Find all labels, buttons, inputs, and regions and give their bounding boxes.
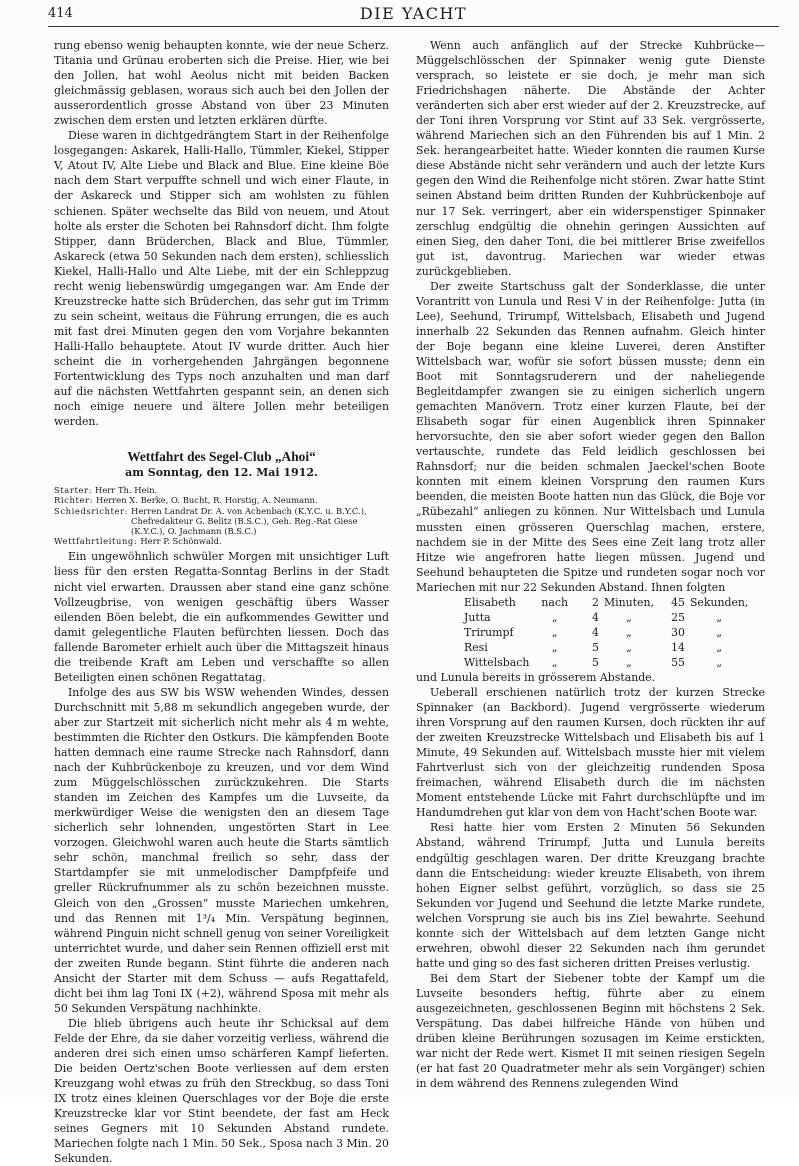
paragraph: Resi hatte hier vom Ersten 2 Minuten 56 Sekunden Abstand, während Trirumpf, Jutta und Lunula bereits endgültig geschlagen waren. Der dritte Kreuzgang brachte dann die Entscheidung: wieder kreuzte Elisabeth, von ihrem hohen Eigner selbst geführt, vorzüglich, so dass sie 25 Sekunden vor Jugend und Seehund die letzte Marke rundete, welchen Vorsprung sie auch bis ins Ziel bewahrte. Seehund konnte sich der Wittelsbach auf dem letzten Gange nicht erwehren, obwohl dieser 22 Sekunden nach ihm gerundet hatte und ging so des fast sicheren dritten Preises verlustig.	[416, 821, 765, 970]
cell: „	[716, 655, 722, 669]
cell: „	[626, 655, 632, 669]
right-column	[416, 38, 765, 1091]
seconds: 55	[671, 655, 685, 669]
official-names: Herr P. Schönwald.	[140, 536, 222, 547]
official-role: Starter:	[54, 485, 93, 496]
page-header	[48, 4, 779, 27]
boat-name: Wittelsbach	[464, 655, 530, 669]
race-officials	[54, 485, 389, 546]
running-title: DIE YACHT	[359, 4, 468, 23]
official-role: Wettfahrtleitung:	[54, 536, 138, 547]
official-row	[54, 536, 389, 546]
section-date: am Sonntag, den 12. Mai 1912.	[125, 466, 318, 480]
paragraph: Diese waren in dichtgedrängtem Start in der Reihenfolge losgegangen: Askarek, Halli-Hallo, Tümmler, Kiekel, Stipper V, Atout IV, Alte Liebe und Black and Blue. Eine kleine Böe nach dem Start verpuffte schnell und wich einer Flaute, in der Askareck und Stipper sich am wohlsten zu fühlen schienen. Später wechselte das Bild von neuem, und Atout holte als erster die Schoten bei Rahnsdorf dicht. Ihm folgte Stipper, dann Brüderchen, Black and Blue, Tümmler, Askareck (etwa 50 Sekunden nach dem ersten), schliesslich Kiekel, Halli-Hallo und Alte Liebe, mit der ein Schleppzug recht wenig liebenswürdig umgegangen war. Am Ende der Kreuzstrecke hatte sich Brüderchen, das sehr gut im Trimm zu sein scheint, weitaus die Führung errungen, die es auch mit fast drei Minuten gegen den vom Vorjahre bekannten Halli-Hallo behauptete. Atout IV wurde dritter. Auch hier scheint die in vorhergehenden Jahrgängen begonnene Fortentwicklung des Typs noch anzuhalten und man darf auf die nächsten Wettfahrten gespannt sein, an denen sich noch einige neuere und ältere Jollen mehr beteiligen werden.	[54, 129, 389, 429]
paragraph: und Lunula bereits in grösserem Abstande.	[416, 670, 656, 684]
cell: „	[626, 610, 632, 624]
table-row	[464, 640, 753, 655]
seconds: 30	[671, 625, 685, 639]
paragraph: Ein ungewöhnlich schwüler Morgen mit unsichtiger Luft liess für den ersten Regatta-Sonntag Berlins in der Stadt nicht viel erwarten. Draussen aber stand eine ganz schöne Vollzeugbrise, von wenigen geschäftig übers Wasser eilenden Böen belebt, die ein aufkommendes Gewitter und damit gelegentliche Flauten befürchten liessen. Doch das fallende Barometer erhielt auch über die Mittagszeit hinaus die treibende Kraft am Leben und verschaffte so allen Beteiligten einen schönen Regattatag.	[54, 550, 389, 684]
minutes: 4	[592, 625, 599, 639]
rounding-times-table	[464, 595, 753, 670]
paragraph: rung ebenso wenig behaupten konnte, wie der neue Scherz. Titania und Grünau eroberten sich die Preise. Hier, wie bei den Jollen, hat wohl Aeolus nicht mit beiden Backen gleichmässig geblasen, woraus sich auch bei den Jollen der ausserordentlich grosse Abstand von über 23 Minuten zwischen dem ersten und letzten erklären dürfte.	[54, 39, 389, 128]
table-row	[464, 610, 753, 625]
minutes: 4	[592, 610, 599, 624]
official-names: Herren X. Berke, O. Bucht, R. Horstig, A. Neumann.	[96, 495, 318, 506]
paragraph: Bei dem Start der Siebener tobte der Kampf um die Luvseite besonders heftig, führte aber zu einem ausgezeichneten, geschlossenen Beginn mit höchstens 2 Sek. Verspätung. Das dabei hilfreiche Hände von hüben und drüben kleine Berührungen sozusagen im Keime erstickten, war nicht der Rede wert. Kismet II mit seinen riesigen Segeln (er hat fast 20 Quadratmeter mehr als sein Vorgänger) schien in dem während des Rennens zulegenden Wind	[416, 971, 765, 1091]
cell: „	[716, 610, 722, 624]
seconds: 25	[671, 610, 685, 624]
boat-name: Elisabeth	[464, 595, 516, 609]
boat-name: Jutta	[464, 610, 491, 624]
section-heading	[54, 449, 389, 480]
cell: nach	[541, 595, 568, 609]
minutes: 5	[592, 655, 599, 669]
minutes: 5	[592, 640, 599, 654]
section-title: Wettfahrt des Segel-Club „Ahoi“	[127, 449, 316, 465]
official-row	[54, 485, 389, 495]
paragraph: Ueberall erschienen natürlich trotz der kurzen Strecke Spinnaker (an Backbord). Jugend vergrösserte wiederum ihren Vorsprung auf den raumen Kursen, doch rückten ihr auf der zweiten Kreuzstrecke Wittelsbach und Elisabeth bis auf 1 Minute, 49 Sekunden auf. Wittelsbach musste hier mit vielem Fahrtverlust sich von der gleichzeitig rundenden Sposa freimachen, während Elisabeth durch die im nächsten Moment entstehende Lücke mit Fahrt durchschlüpfte und im Handumdrehen gut klar von dem von Hacht'schen Boote war.	[416, 686, 765, 820]
boat-name: Resi	[464, 640, 488, 654]
page-number: 414	[48, 6, 73, 21]
boat-name: Trirumpf	[464, 625, 514, 639]
table-row	[464, 655, 753, 670]
cell: „	[551, 640, 558, 654]
cell: Sekunden,	[689, 595, 749, 609]
cell: „	[716, 625, 722, 639]
official-row	[54, 506, 389, 537]
cell: „	[716, 640, 722, 654]
official-names: Herren Landrat Dr. A. von Achenbach (K.Y.C. u. B.Y.C.), Chefredakteur G. Belitz (B.S.C.), Geh. Reg.-Rat Giese (K.Y.C.), O. Jachmann (B.S.C.)	[131, 505, 367, 537]
seconds: 45	[671, 595, 685, 609]
cell: „	[626, 640, 632, 654]
seconds: 14	[671, 640, 685, 654]
cell: Minuten,	[603, 595, 654, 609]
cell: „	[551, 610, 558, 624]
paragraph: Wenn auch anfänglich auf der Strecke Kuhbrücke—Müggelschlösschen der Spinnaker wenig gute Dienste versprach, so leistete er sie doch, je mehr man sich Friedrichshagen näherte. Die Abstände der Achter veränderten sich aber erst wieder auf der 2. Kreuzstrecke, auf der Toni ihren Vorsprung vor Stint auf 33 Sek. vergrösserte, während Mariechen sich an den Führenden bis auf 1 Min. 2 Sek. herangearbeitet hatte. Wieder konnten die raumen Kurse diese Abstände nicht sehr verändern und auch der letzte Kurs gegen den Wind die Reihenfolge nicht stören. Zwar hatte Stint seinen Abstand beim dritten Runden der Kuhbrückenboje auf nur 17 Sek. verringert, aber ein widerspenstiger Spinnaker zerschlug endgültig die ohnehin geringen Aussichten auf einen Sieg, den daher Toni, die bei mittlerer Brise zweifellos gut ist, davontrug. Mariechen war wieder etwas zurückgeblieben.	[416, 39, 765, 278]
official-role: Richter:	[54, 495, 94, 506]
official-row	[54, 495, 389, 505]
minutes: 2	[592, 595, 599, 609]
paragraph: Infolge des aus SW bis WSW wehenden Windes, dessen Durchschnitt mit 5,88 m sekundlich angegeben wurde, der aber zur Startzeit mit sicherlich nicht mehr als 4 m wehte, bestimmten die Richter den Ostkurs. Die kämpfenden Boote hatten demnach eine raume Strecke nach Rahnsdorf, dann nach der Kuhbrückenboje zu kreuzen, und vor dem Wind zum Müggelschlösschen zurückzukehren. Die Starts standen im Zeichen des Kampfes um die Luvseite, da merkwürdiger Weise die wenigsten den an diesem Tage sicherlich sehr lohnenden, ungestörten Start in Lee vorzogen. Gleichwohl waren auch heute die Starts sämtlich sehr schön, manchmal freilich so sehr, dass der Startdampfer sie mit unmelodischer Dampfpfeife und greller Rückrufnummer als zu schön bezeichnen musste. Gleich von den „Grossen“ musste Mariechen umkehren, und das Rennen mit 1³/₄ Min. Verspätung beginnen, während Pinguin nicht schnell genug von seiner Voreiligkeit unterrichtet wurde, und daher sein Rennen offiziell erst mit der zweiten Runde begann. Stint führte die anderen nach Ansicht der Starter mit dem Schuss — aufs Regattafeld, dicht bei ihm lag Toni IX (+2), während Sposa mit mehr als 50 Sekunden Verspätung nachhinkte.	[54, 685, 389, 1015]
table-row	[464, 625, 753, 640]
left-column	[54, 38, 389, 1166]
cell: „	[551, 655, 558, 669]
table-row	[464, 595, 753, 610]
official-role: Schiedsrichter:	[54, 505, 129, 516]
paragraph: Der zweite Startschuss galt der Sonderklasse, die unter Vorantritt von Lunula und Resi V in der Reihenfolge: Jutta (in Lee), Seehund, Trirumpf, Wittelsbach, Elisabeth und Jugend innerhalb 22 Sekunden das Rennen aufnahm. Gleich hinter der Boje begann eine kleine Luverei, deren Anstifter Wittelsbach war, wofür sie sofort büssen musste; denn ein Boot mit Sonntagsruderern und der naheliegende Begleitdampfer zwangen sie zu einigen sicherlich ungern gemachten Manövern. Trotz einer kurzen Flaute, bei der Elisabeth sogar für einen Augenblick ihren Spinnaker hervorsuchte, den sie aber sofort wieder gegen den Ballon vertauschte, rundete das Feld leidlich geschlossen bei Rahnsdorf; nur die beiden schmalen Jaeckel'schen Boote konnten mit einem kleinen Vorsprung den raumen Kurs beenden, die meisten Boote hatten nun das Glück, die Boje vor „Rübezahl“ anliegen zu können. Nur Wittelsbach und Lunula mussten einen grösseren Querschlag machen, erstere, nachdem sie in der Mitte des Sees eine Zeit lang trotz aller Hitze wie angefroren hatte liegen müssen. Jugend und Seehund behaupteten die Spitze und rundeten sogar noch vor Mariechen mit nur 22 Sekunden Abstand. Ihnen folgten	[416, 279, 765, 594]
paragraph: Die blieb übrigens auch heute ihr Schicksal auf dem Felde der Ehre, da sie daher vorzeitig verliess, während die anderen drei sich einen umso schärferen Kampf lieferten. Die beiden Oertz'schen Boote verliessen auf dem ersten Kreuzgang wohl etwas zu früh den Streckbug, so dass Toni IX trotz eines kleinen Querschlages vor der Boje die erste Kreuzstrecke klar vor Stint beendete, der fast am Heck seines Gegners mit 10 Sekunden Abstand rundete. Mariechen folgte nach 1 Min. 50 Sek., Sposa nach 3 Min. 20 Sekunden.	[54, 1016, 389, 1166]
cell: „	[626, 625, 632, 639]
cell: „	[551, 625, 558, 639]
official-names: Herr Th. Hein.	[95, 485, 158, 496]
